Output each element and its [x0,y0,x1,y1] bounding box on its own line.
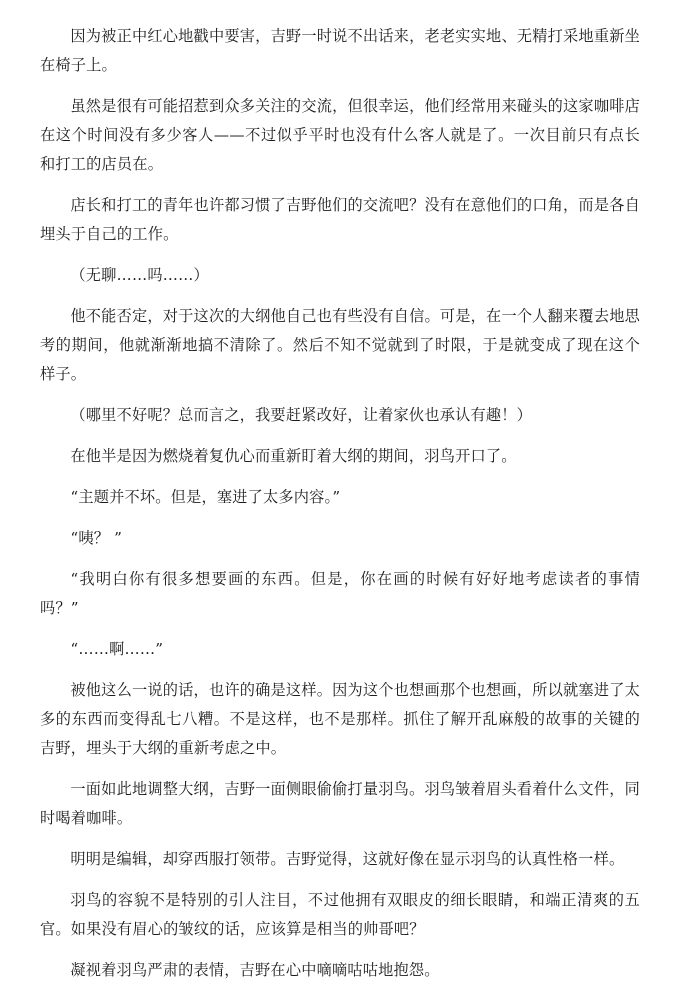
paragraph: 虽然是很有可能招惹到众多关注的交流，但很幸运，他们经常用来碰头的这家咖啡店在这个时间没有多少客人——不过似乎平时也没有什么客人就是了。一次目前只有点长和打工的店员在。 [40,97,640,173]
paragraph: 羽鸟的容貌不是特别的引人注目，不过他拥有双眼皮的细长眼睛，和端正清爽的五官。如果没有眉心的皱纹的话，应该算是相当的帅哥吧？ [40,891,640,938]
paragraph: 凝视着羽鸟严肃的表情，吉野在心中嘀嘀咕咕地抱怨。 [70,961,440,979]
paragraph: 店长和打工的青年也许都习惯了吉野他们的交流吧？没有在意他们的口角，而是各自埋头于自己的工作。 [40,196,640,243]
paragraph: 他不能否定，对于这次的大纲他自己也有些没有自信。可是，在一个人翻来覆去地思考的期间，他就渐渐地搞不清除了。然后不知不觉就到了时限，于是就变成了现在这个样子。 [40,307,640,383]
paragraph-inner-monologue: （哪里不好呢？总而言之，我要赶紧改好，让着家伙也承认有趣！） [70,406,533,424]
paragraph: 因为被正中红心地戳中要害，吉野一时说不出话来，老老实实地、无精打采地重新坐在椅子上。 [40,27,640,74]
document-body [40,22,640,985]
paragraph-dialogue: “主题并不坏。但是，塞进了太多内容。” [70,488,341,506]
paragraph: 明明是编辑，却穿西服打领带。吉野觉得，这就好像在显示羽鸟的认真性格一样。 [70,850,625,868]
paragraph-dialogue: “……啊……” [70,640,164,658]
paragraph: 被他这么一说的话，也许的确是这样。因为这个也想画那个也想画，所以就塞进了太多的东西而变得乱七八糟。不是这样，也不是那样。抓住了解开乱麻般的故事的关键的吉野，埋头于大纲的重新考虑之中。 [40,681,640,757]
paragraph-dialogue: “咦？ ” [70,529,123,547]
paragraph-dialogue: “我明白你有很多想要画的东西。但是，你在画的时候有好好地考虑读者的事情吗？” [40,570,640,617]
paragraph-inner-monologue: （无聊……吗……） [70,266,209,284]
paragraph: 在他半是因为燃烧着复仇心而重新盯着大纲的期间，羽鸟开口了。 [70,447,517,465]
paragraph: 一面如此地调整大纲，吉野一面侧眼偷偷打量羽鸟。羽鸟皱着眉头看着什么文件，同时喝着咖啡。 [40,780,640,827]
